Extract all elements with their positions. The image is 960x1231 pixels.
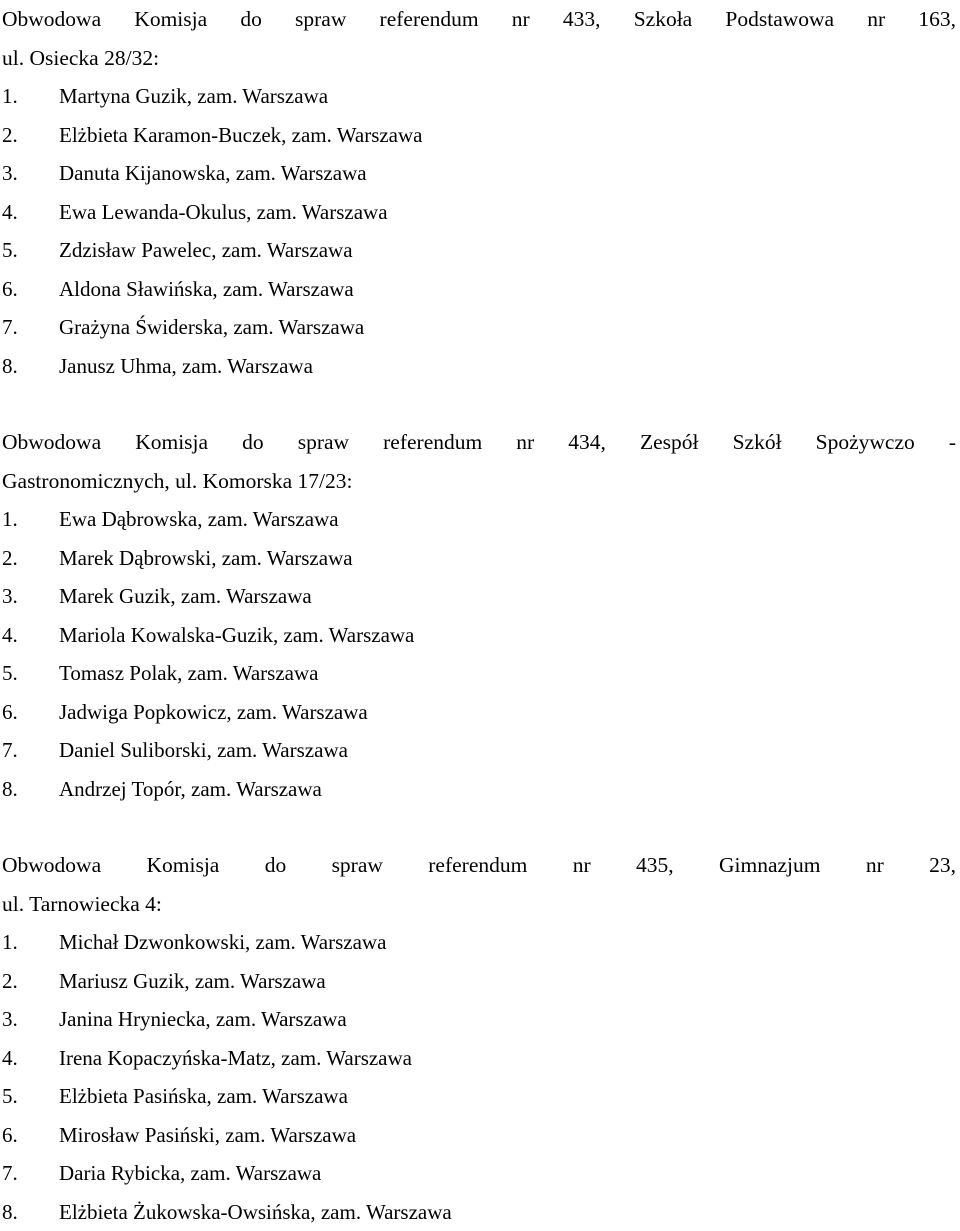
member-name: Aldona Sławińska, zam. Warszawa	[59, 270, 354, 309]
member-name: Daria Rybicka, zam. Warszawa	[59, 1154, 321, 1193]
heading-line: Gastronomicznych, ul. Komorska 17/23:	[2, 462, 956, 501]
item-number: 4.	[2, 1039, 59, 1078]
member-name: Janusz Uhma, zam. Warszawa	[59, 347, 313, 386]
item-number: 5.	[2, 231, 59, 270]
item-number: 8.	[2, 770, 59, 809]
list-item	[2, 1039, 956, 1078]
item-number: 1.	[2, 77, 59, 116]
item-number: 2.	[2, 962, 59, 1001]
item-number: 4.	[2, 193, 59, 232]
member-list	[2, 500, 956, 808]
member-name: Irena Kopaczyńska-Matz, zam. Warszawa	[59, 1039, 412, 1078]
list-item	[2, 616, 956, 655]
item-number: 6.	[2, 1116, 59, 1155]
commission-section-435	[2, 846, 956, 1231]
member-name: Janina Hryniecka, zam. Warszawa	[59, 1000, 347, 1039]
item-number: 5.	[2, 654, 59, 693]
member-name: Ewa Lewanda-Okulus, zam. Warszawa	[59, 193, 388, 232]
heading-line: ul. Osiecka 28/32:	[2, 39, 956, 78]
list-item	[2, 770, 956, 809]
list-item	[2, 962, 956, 1001]
list-item	[2, 577, 956, 616]
member-name: Jadwiga Popkowicz, zam. Warszawa	[59, 693, 368, 732]
member-list	[2, 77, 956, 385]
member-name: Elżbieta Żukowska-Owsińska, zam. Warszawa	[59, 1193, 452, 1231]
item-number: 6.	[2, 693, 59, 732]
item-number: 3.	[2, 154, 59, 193]
list-item	[2, 693, 956, 732]
member-name: Zdzisław Pawelec, zam. Warszawa	[59, 231, 353, 270]
list-item	[2, 1154, 956, 1193]
item-number: 8.	[2, 1193, 59, 1231]
list-item	[2, 654, 956, 693]
member-list	[2, 923, 956, 1231]
member-name: Daniel Suliborski, zam. Warszawa	[59, 731, 348, 770]
list-item	[2, 231, 956, 270]
heading-line: Obwodowa Komisja do spraw referendum nr 434, Zespół Szkół Spożywczo -	[2, 423, 956, 462]
list-item	[2, 116, 956, 155]
member-name: Grażyna Świderska, zam. Warszawa	[59, 308, 364, 347]
list-item	[2, 154, 956, 193]
item-number: 5.	[2, 1077, 59, 1116]
item-number: 3.	[2, 1000, 59, 1039]
member-name: Mariusz Guzik, zam. Warszawa	[59, 962, 326, 1001]
member-name: Andrzej Topór, zam. Warszawa	[59, 770, 322, 809]
list-item	[2, 193, 956, 232]
item-number: 2.	[2, 539, 59, 578]
commission-section-434	[2, 423, 956, 808]
list-item	[2, 347, 956, 386]
commission-heading	[2, 846, 956, 923]
item-number: 2.	[2, 116, 59, 155]
member-name: Marek Guzik, zam. Warszawa	[59, 577, 312, 616]
item-number: 6.	[2, 270, 59, 309]
item-number: 7.	[2, 731, 59, 770]
list-item	[2, 539, 956, 578]
member-name: Mariola Kowalska-Guzik, zam. Warszawa	[59, 616, 414, 655]
item-number: 4.	[2, 616, 59, 655]
member-name: Marek Dąbrowski, zam. Warszawa	[59, 539, 353, 578]
member-name: Tomasz Polak, zam. Warszawa	[59, 654, 318, 693]
member-name: Danuta Kijanowska, zam. Warszawa	[59, 154, 367, 193]
commission-section-433	[2, 0, 956, 385]
member-name: Elżbieta Pasińska, zam. Warszawa	[59, 1077, 348, 1116]
heading-line: Obwodowa Komisja do spraw referendum nr 433, Szkoła Podstawowa nr 163,	[2, 0, 956, 39]
list-item	[2, 500, 956, 539]
heading-line: Obwodowa Komisja do spraw referendum nr 435, Gimnazjum nr 23,	[2, 846, 956, 885]
member-name: Michał Dzwonkowski, zam. Warszawa	[59, 923, 386, 962]
commission-heading	[2, 423, 956, 500]
member-name: Elżbieta Karamon-Buczek, zam. Warszawa	[59, 116, 423, 155]
list-item	[2, 1077, 956, 1116]
list-item	[2, 923, 956, 962]
item-number: 8.	[2, 347, 59, 386]
list-item	[2, 308, 956, 347]
item-number: 7.	[2, 308, 59, 347]
commission-heading	[2, 0, 956, 77]
heading-line: ul. Tarnowiecka 4:	[2, 885, 956, 924]
item-number: 7.	[2, 1154, 59, 1193]
list-item	[2, 731, 956, 770]
list-item	[2, 1193, 956, 1231]
list-item	[2, 1000, 956, 1039]
item-number: 1.	[2, 923, 59, 962]
list-item	[2, 77, 956, 116]
item-number: 1.	[2, 500, 59, 539]
list-item	[2, 270, 956, 309]
list-item	[2, 1116, 956, 1155]
item-number: 3.	[2, 577, 59, 616]
member-name: Ewa Dąbrowska, zam. Warszawa	[59, 500, 339, 539]
member-name: Martyna Guzik, zam. Warszawa	[59, 77, 328, 116]
member-name: Mirosław Pasiński, zam. Warszawa	[59, 1116, 356, 1155]
